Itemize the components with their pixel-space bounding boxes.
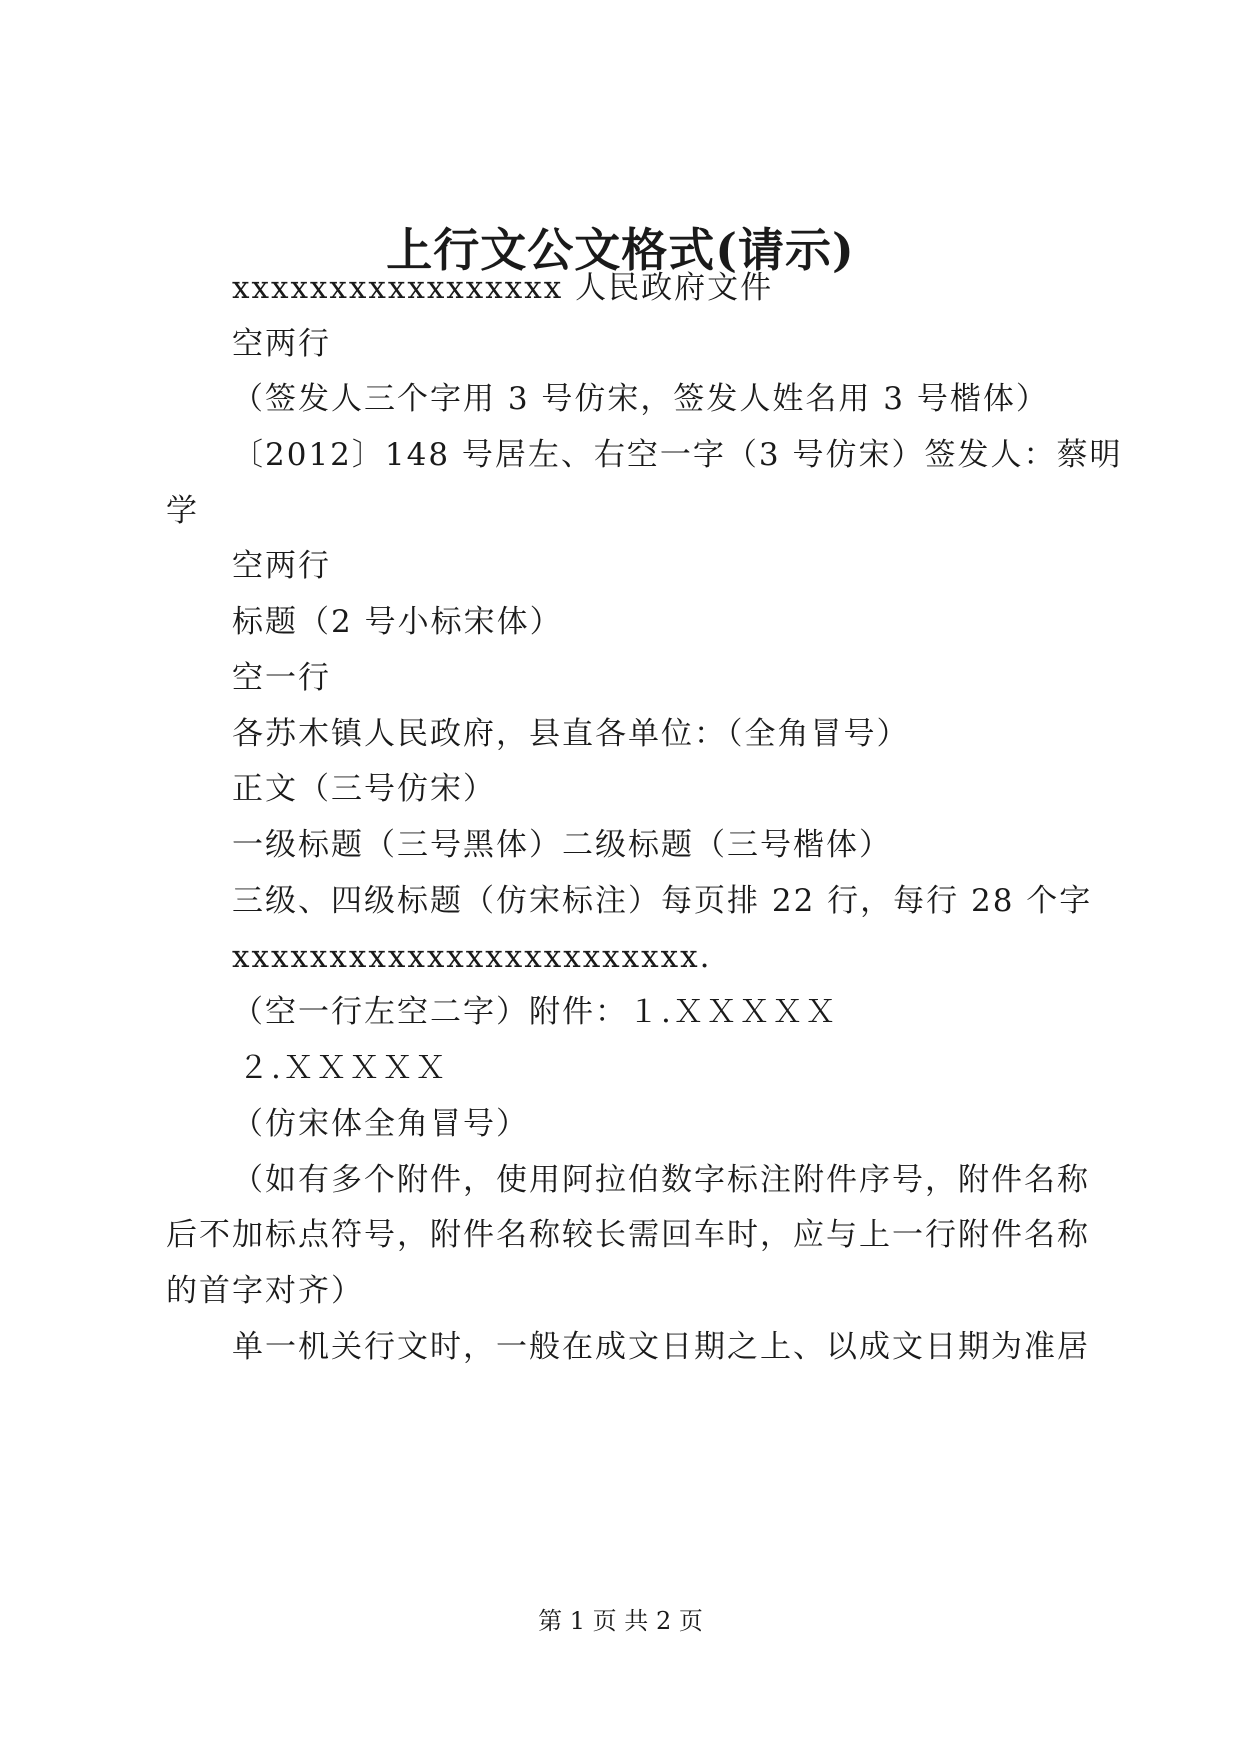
text-line-attachments: （空一行左空二字）附件：１.ＸＸＸＸＸ xyxy=(232,994,838,1030)
text-line: 的首字对齐） xyxy=(166,1273,364,1309)
text-line: 标题（2 号小标宋体） xyxy=(232,604,563,640)
text-line-issuer: xxxxxxxxxxxxxxxxx 人民政府文件 xyxy=(232,270,774,306)
text-line: 一级标题（三号黑体）二级标题（三号楷体） xyxy=(232,827,892,863)
text-line: 学 xyxy=(166,493,199,529)
text-line: ２.ＸＸＸＸＸ xyxy=(238,1050,448,1086)
text-line: 空两行 xyxy=(232,548,331,584)
document-title: 上行文公文格式(请示) xyxy=(386,223,855,277)
text-line: 正文（三号仿宋） xyxy=(232,771,496,807)
text-line: 〔2012〕148 号居左、右空一字（3 号仿宋）签发人：蔡明 xyxy=(232,437,1123,473)
text-line: 空两行 xyxy=(232,326,331,362)
text-line: 三级、四级标题（仿宋标注）每页排 22 行，每行 28 个字 xyxy=(232,883,1093,919)
text-line: 后不加标点符号，附件名称较长需回车时，应与上一行附件名称 xyxy=(166,1217,1090,1253)
text-line: xxxxxxxxxxxxxxxxxxxxxxxx. xyxy=(232,939,712,975)
text-line: （仿宋体全角冒号） xyxy=(232,1106,529,1142)
text-line: 各苏木镇人民政府，县直各单位：（全角冒号） xyxy=(232,716,910,752)
text-line: （如有多个附件，使用阿拉伯数字标注附件序号，附件名称 xyxy=(232,1162,1090,1198)
text-line: 空一行 xyxy=(232,660,331,696)
text-line: 单一机关行文时，一般在成文日期之上、以成文日期为准居 xyxy=(232,1329,1090,1365)
text-line: （签发人三个字用 3 号仿宋，签发人姓名用 3 号楷体） xyxy=(232,381,1049,417)
page-footer: 第 1 页 共 2 页 xyxy=(538,1607,703,1635)
